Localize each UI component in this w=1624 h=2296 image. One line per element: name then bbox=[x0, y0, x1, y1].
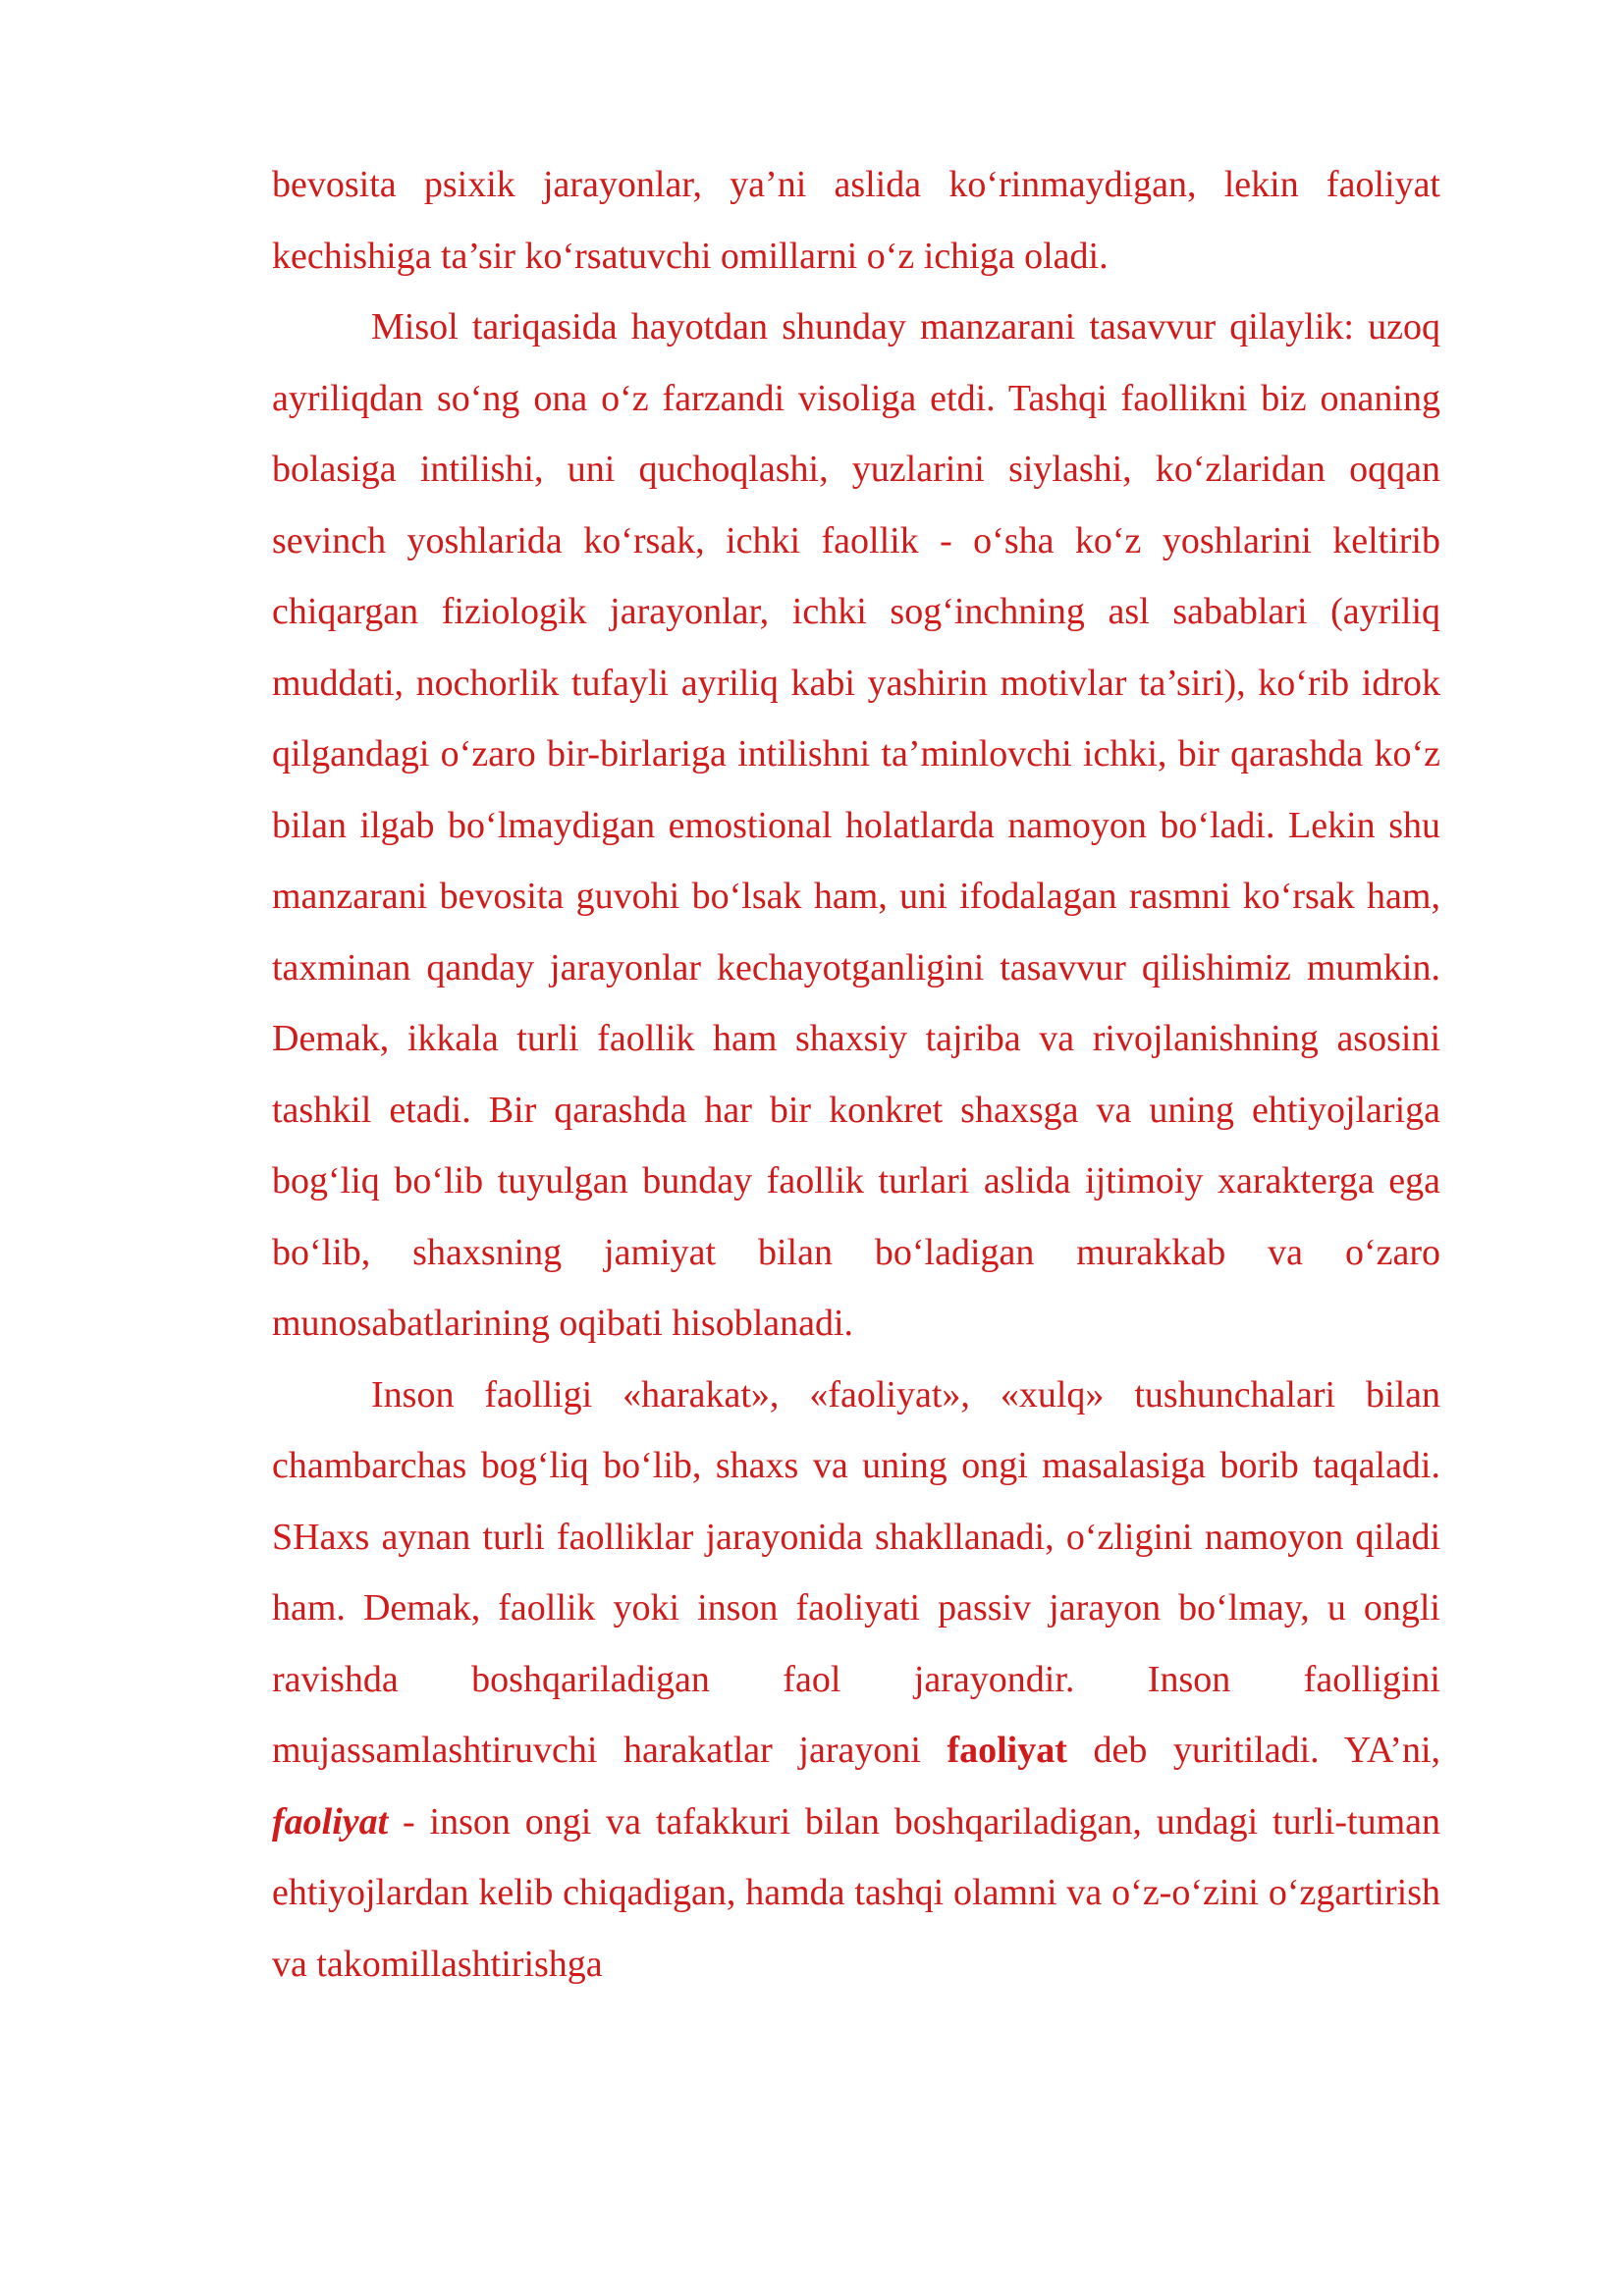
term-faoliyat-bold: faoliyat bbox=[947, 1730, 1067, 1771]
paragraph-3-text-a: Inson faolligi «harakat», «faoliyat», «xulq» tushunchalari bilan chambarchas bog‘liq bo‘lib, shaxs va uning ongi masalasiga borib taqaladi. SHaxs aynan turli faolliklar jarayonida shakllanadi, o‘zligini namoyon qiladi ham. Demak, faollik yoki inson faoliyati passiv jarayon bo‘lmay, u ongli ravishda boshqariladigan faol jarayondir. Inson faolligini mujassamlashtiruvchi harakatlar jarayoni bbox=[272, 1373, 1440, 1771]
paragraph-2 bbox=[272, 292, 1440, 1360]
paragraph-3-text-c: - inson ongi va tafakkuri bilan boshqariladigan, undagi turli-tuman ehtiyojlardan kelib chiqadigan, hamda tashqi olamni va o‘z-o‘zini o‘zgartirish va takomillashtirishga bbox=[272, 1800, 1440, 1985]
document-body bbox=[272, 149, 1440, 2000]
paragraph-3 bbox=[272, 1360, 1440, 2001]
paragraph-2-text: Misol tariqasida hayotdan shunday manzarani tasavvur qilaylik: uzoq ayriliqdan so‘ng ona o‘z farzandi visoliga etdi. Tashqi faollikni biz onaning bolasiga intilishi, uni quchoqlashi, yuzlarini siylashi, ko‘zlaridan oqqan sevinch yoshlarida ko‘rsak, ichki faollik - o‘sha ko‘z yoshlarini keltirib chiqargan fiziologik jarayonlar, ichki sog‘inchning asl sabablari (ayriliq muddati, nochorlik tufayli ayriliq kabi yashirin motivlar ta’siri), ko‘rib idrok qilgandagi o‘zaro bir-birlariga intilishni ta’minlovchi ichki, bir qarashda ko‘z bilan ilgab bo‘lmaydigan emostional holatlarda namoyon bo‘ladi. Lekin shu manzarani bevosita guvohi bo‘lsak ham, uni ifodalagan rasmni ko‘rsak ham, taxminan qanday jarayonlar kechayotganligini tasavvur qilishimiz mumkin. Demak, ikkala turli faollik ham shaxsiy tajriba va rivojlanishning asosini tashkil etadi. Bir qarashda har bir konkret shaxsga va uning ehtiyojlariga bog‘liq bo‘lib tuyulgan bunday faollik turlari aslida ijtimoiy xarakterga ega bo‘lib, shaxsning jamiyat bilan bo‘ladigan murakkab va o‘zaro munosabatlarining oqibati hisoblanadi. bbox=[272, 306, 1440, 1344]
paragraph-3-text-b: deb yuritiladi. YA’ni, bbox=[1066, 1730, 1441, 1771]
paragraph-1 bbox=[272, 149, 1440, 292]
paragraph-1-text: bevosita psixik jarayonlar, ya’ni aslida ko‘rinmaydigan, lekin faoliyat kechishiga ta’sir ko‘rsatuvchi omillarni o‘z ichiga oladi. bbox=[272, 164, 1440, 277]
term-faoliyat-bold-italic: faoliyat bbox=[272, 1800, 389, 1842]
